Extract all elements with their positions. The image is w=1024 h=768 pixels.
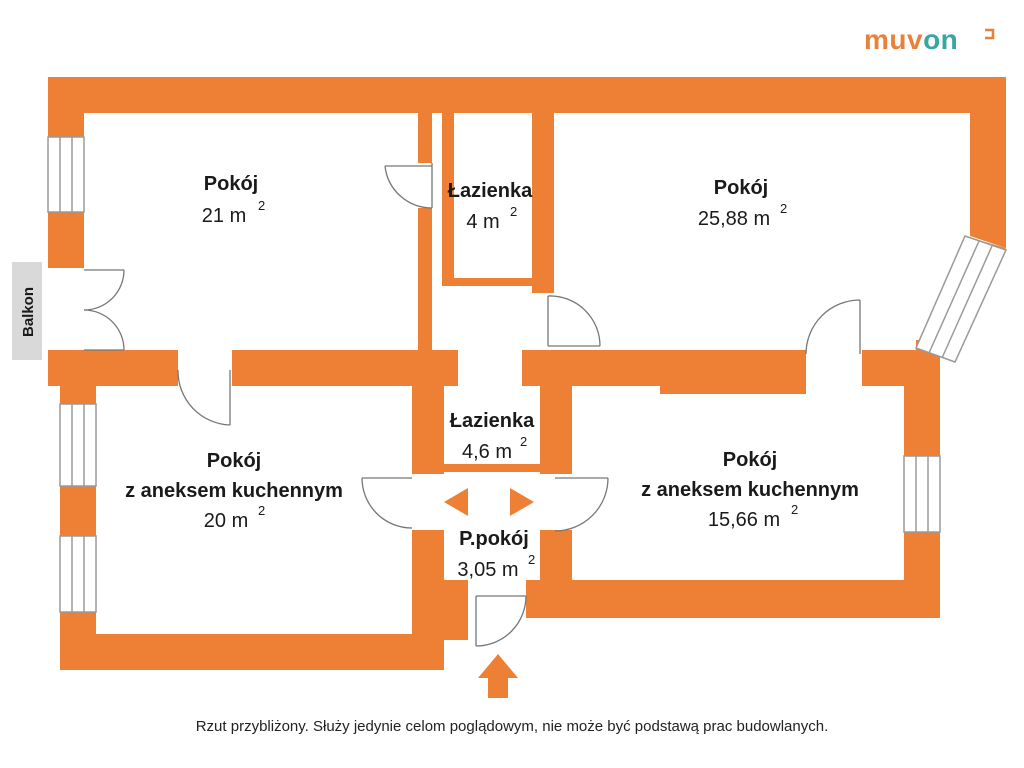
room-area-sup: 2 <box>520 434 528 449</box>
balcony-label: Balkon <box>20 286 37 338</box>
room-area: 25,88 m <box>697 208 771 230</box>
label-bathroom-mid <box>450 410 535 463</box>
room-area: 4 m <box>466 211 500 233</box>
logo-text-part1: muv <box>864 24 924 55</box>
room-area: 21 m <box>201 205 247 227</box>
window-left-lower-1 <box>60 404 96 486</box>
window-right-diagonal <box>916 236 1006 362</box>
window-left-top <box>48 137 84 212</box>
room-name: Pokój <box>722 449 778 471</box>
room-area: 15,66 m <box>707 509 781 531</box>
room-name: Pokój <box>203 173 259 195</box>
walls <box>48 77 1006 670</box>
room-area: 3,05 m <box>457 559 519 581</box>
window-left-lower-2 <box>60 536 96 612</box>
room-name-line2: z aneksem kuchennym <box>125 480 343 502</box>
door-room-bottom-left <box>362 478 412 528</box>
balcony <box>12 262 124 360</box>
room-name-line2: z aneksem kuchennym <box>641 479 859 501</box>
room-area-sup: 2 <box>780 201 788 216</box>
room-area-sup: 2 <box>510 204 518 219</box>
room-name: Łazienka <box>449 410 535 432</box>
room-name: Łazienka <box>447 180 533 202</box>
arrow-left-icon <box>444 488 468 516</box>
room-name: Pokój <box>206 450 262 472</box>
label-hallway <box>457 528 535 581</box>
disclaimer-caption: Rzut przybliżony. Służy jedynie celom poglądowym, nie może być podstawą prac budowlanych. <box>195 718 829 735</box>
door-room-bottom-right <box>555 478 608 531</box>
label-room-top-left <box>202 173 265 227</box>
room-name: Pokój <box>713 177 769 199</box>
entrance-arrow-icon <box>478 654 518 698</box>
door-entrance <box>476 596 526 646</box>
arrow-right-icon <box>510 488 534 516</box>
room-area-sup: 2 <box>528 552 536 567</box>
room-area-sup: 2 <box>258 503 266 518</box>
room-name: P.pokój <box>459 528 529 550</box>
room-area: 4,6 m <box>461 441 513 463</box>
door-bathroom-top <box>385 163 432 208</box>
label-room-bottom-right <box>641 449 859 531</box>
label-room-top-right <box>698 177 787 230</box>
door-room-top-left <box>178 370 230 425</box>
logo-text-part2: on <box>923 24 959 55</box>
door-room-top-right-2 <box>806 300 860 354</box>
label-room-bottom-left <box>125 450 343 532</box>
room-area-sup: 2 <box>791 502 799 517</box>
label-bathroom-top <box>448 180 533 233</box>
window-right-lower <box>904 456 940 532</box>
room-area-sup: 2 <box>258 198 266 213</box>
doors <box>178 163 860 646</box>
door-room-top-right <box>548 296 600 346</box>
room-area: 20 m <box>203 510 249 532</box>
